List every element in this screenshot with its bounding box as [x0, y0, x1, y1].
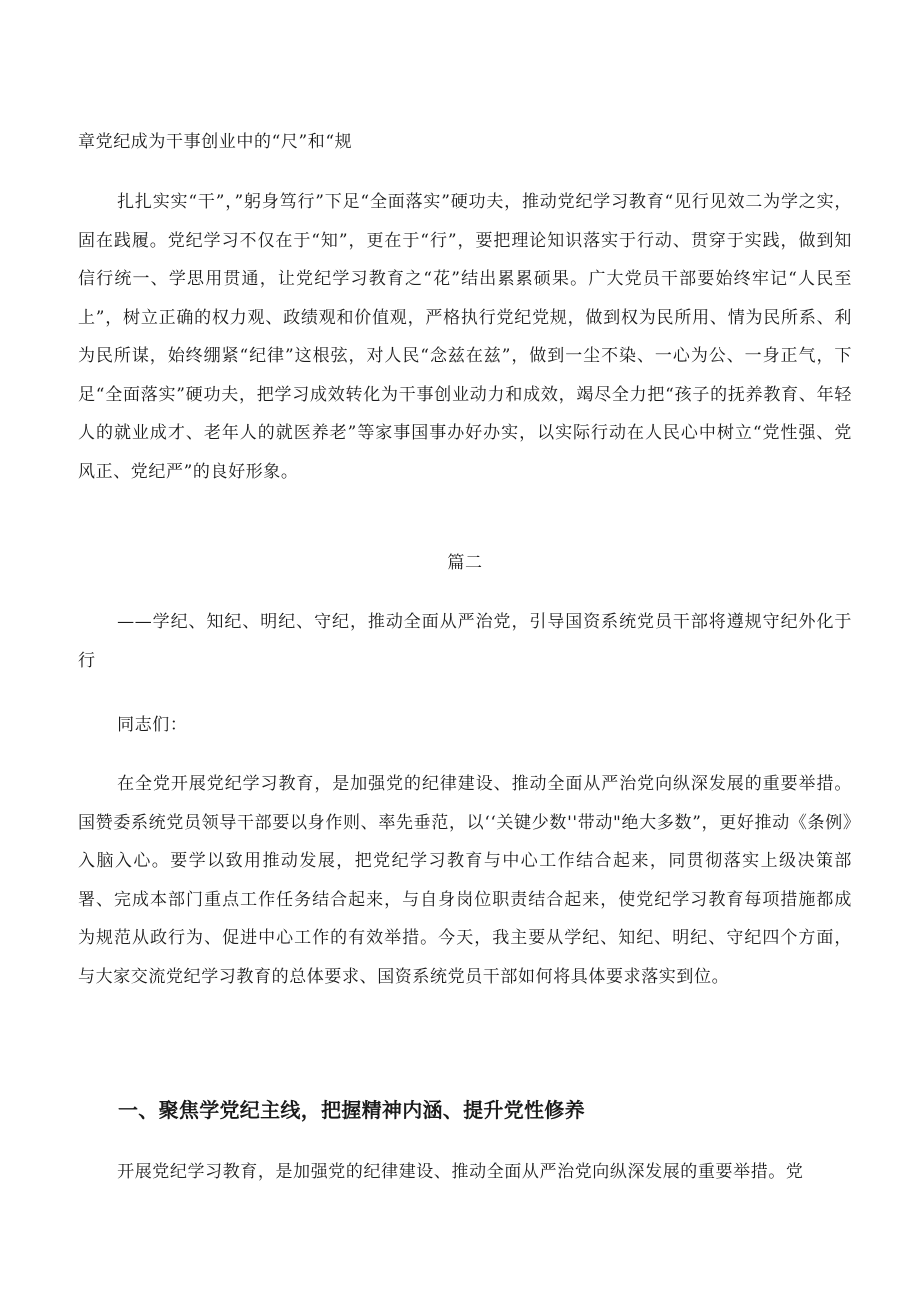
section-subtitle: ——学纪、知纪、明纪、守纪，推动全面从严治党，引导国资系统党员干部将遵规守纪外化于行 — [78, 612, 852, 671]
paragraph-body-3: 开展党纪学习教育，是加强党的纪律建设、推动全面从严治党向纵深发展的重要举措。党 — [117, 1162, 804, 1182]
salutation: 同志们： — [117, 715, 188, 735]
heading-1: 一、聚焦学党纪主线，把握精神内涵、提升党性修养 — [118, 1098, 585, 1122]
paragraph-body-2: 在全党开展党纪学习教育，是加强党的纪律建设、推动全面从严治党向纵深发展的重要举措。国赞委系统党员领导干部要以身作则、率先垂范，以‘‘关键少数''带动"绝大多数”，更好推动《条例》入脑入心。要学以致用推动发展，把党纪学习教育与中心工作结合起来，同贯彻落实上级决策部署、完成本部门重点工作任务结合起来，与自身岗位职责结合起来，使党纪学习教育每项措施都成为规范从政行为、促进中心工作的有效举措。今天，我主要从学纪、知纪、明纪、守纪四个方面，与大家交流党纪学习教育的总体要求、国资系统党员干部如何将具体要求落实到位。 — [78, 774, 852, 987]
section-title: 篇二 — [447, 553, 483, 573]
paragraph-body-1: 扎扎实实“干”，”躬身笃行”下足“全面落实”硬功夫，推动党纪学习教育“见行见效二为学之实，固在践履。党纪学习不仅在于“知”，更在于“行”，要把理论知识落实于行动、贯穿于实践，做到知信行统一、学思用贯通，让党纪学习教育之“花”结出累累硕果。广大党员干部要始终牢记“人民至上”，树立正确的权力观、政绩观和价值观，严格执行党纪党规，做到权为民所用、情为民所系、利为民所谋，始终绷紧“纪律”这根弦，对人民“念兹在兹”，做到一尘不染、一心为公、一身正气，下足“全面落实”硬功夫，把学习成效转化为干事创业动力和成效，竭尽全力把“孩子的抚养教育、年轻人的就业成才、老年人的就医养老”等家事国事办好办实，以实际行动在人民心中树立“党性强、党风正、党纪严”的良好形象。 — [78, 192, 852, 482]
text-line-fragment: 章党纪成为干事创业中的“尺”和“规 — [78, 132, 353, 152]
